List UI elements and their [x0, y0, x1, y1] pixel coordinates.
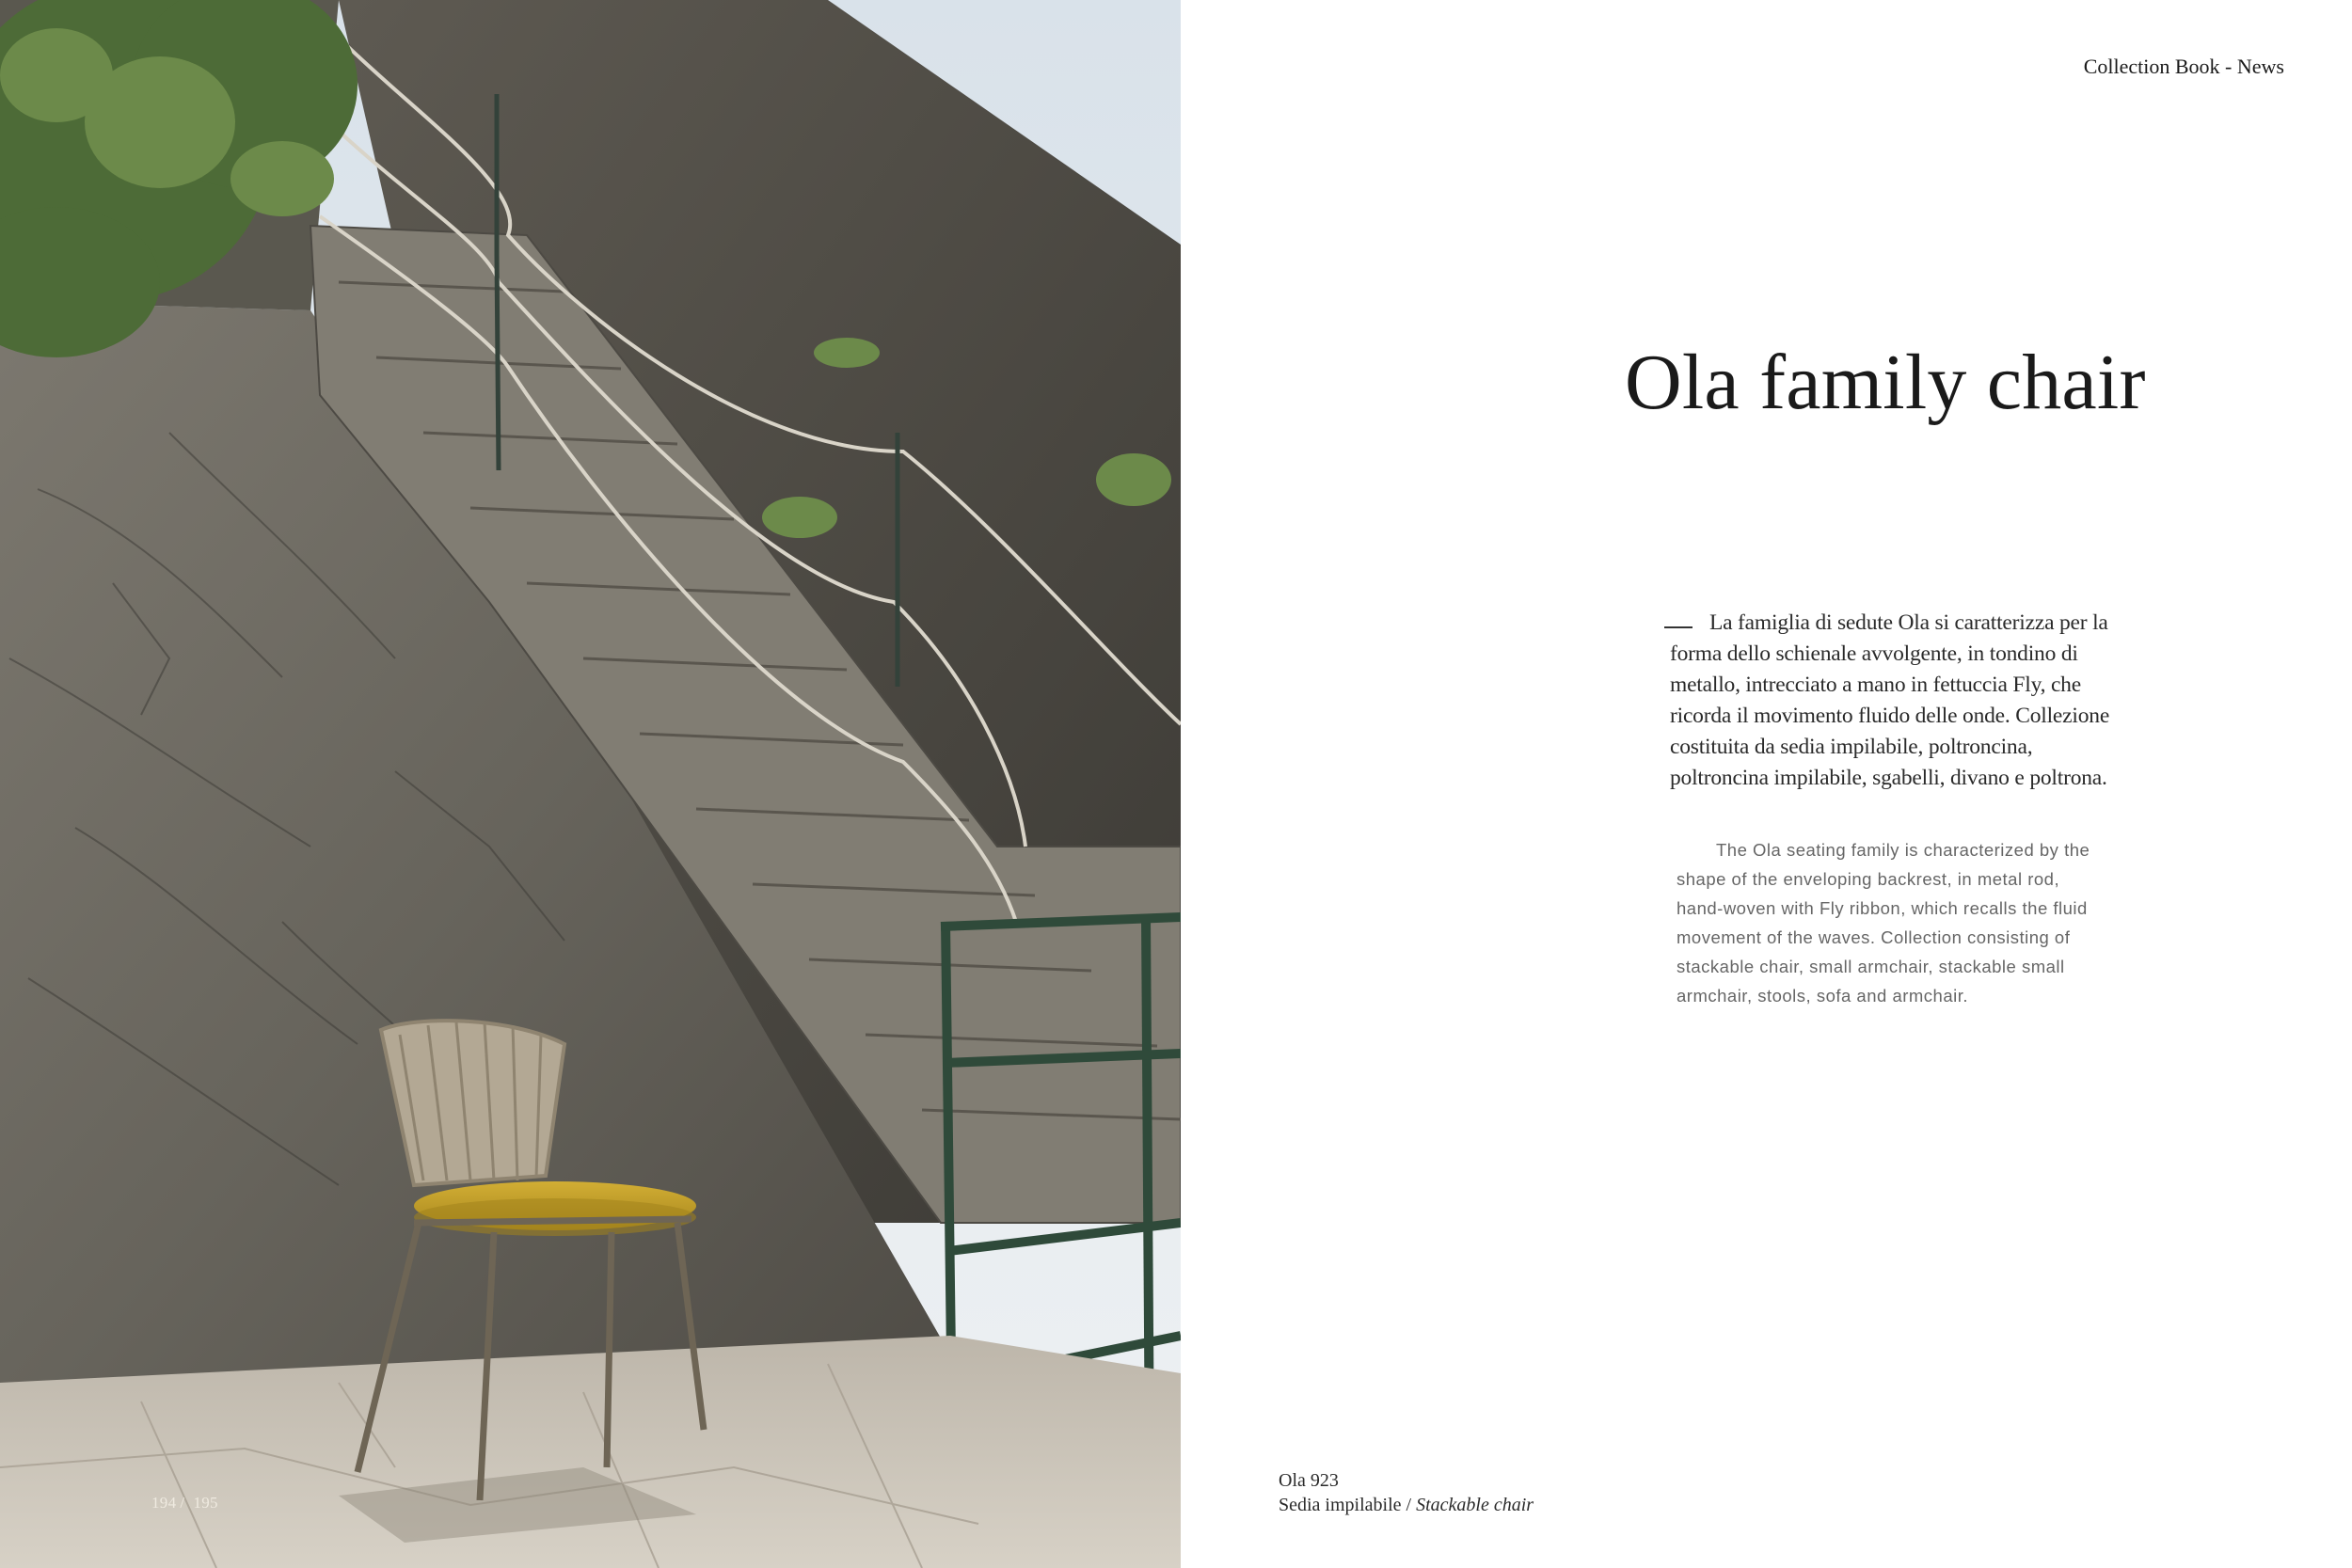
text-page: [1181, 0, 2352, 1568]
folio-right: 195: [193, 1494, 218, 1512]
folio-left: 194: [151, 1494, 177, 1512]
intro-english: The Ola seating family is characterized by the shape of the enveloping backrest, in metal rod, hand-woven with Fly ribbon, which recalls the fluid movement of the waves. Collection consisting of stackable chair, small armchair, stackable small armchair, stools, sofa and armchair.: [1677, 840, 2090, 1006]
running-header: Collection Book - News: [2083, 55, 2284, 78]
page-title: Ola family chair: [1625, 339, 2146, 426]
folio-separator: /: [180, 1494, 185, 1512]
caption-model: Ola 923: [1279, 1470, 1339, 1491]
caption-type-it: Sedia impilabile: [1279, 1495, 1402, 1515]
intro-italian: La famiglia di sedute Ola si caratterizza per la forma dello schienale avvolgente, in tondino di metallo, intrecciato a mano in fettuccia Fly, che ricorda il movimento fluido delle onde. Collezione costituita da sedia impilabile, poltroncina, poltroncina impilabile, sgabelli, divano e poltrona.: [1670, 610, 2110, 790]
caption-type-en: Stackable chair: [1416, 1495, 1534, 1515]
caption-separator: /: [1406, 1495, 1412, 1515]
page-folio: [151, 1494, 218, 1513]
photo-caption: [1279, 1468, 1534, 1517]
